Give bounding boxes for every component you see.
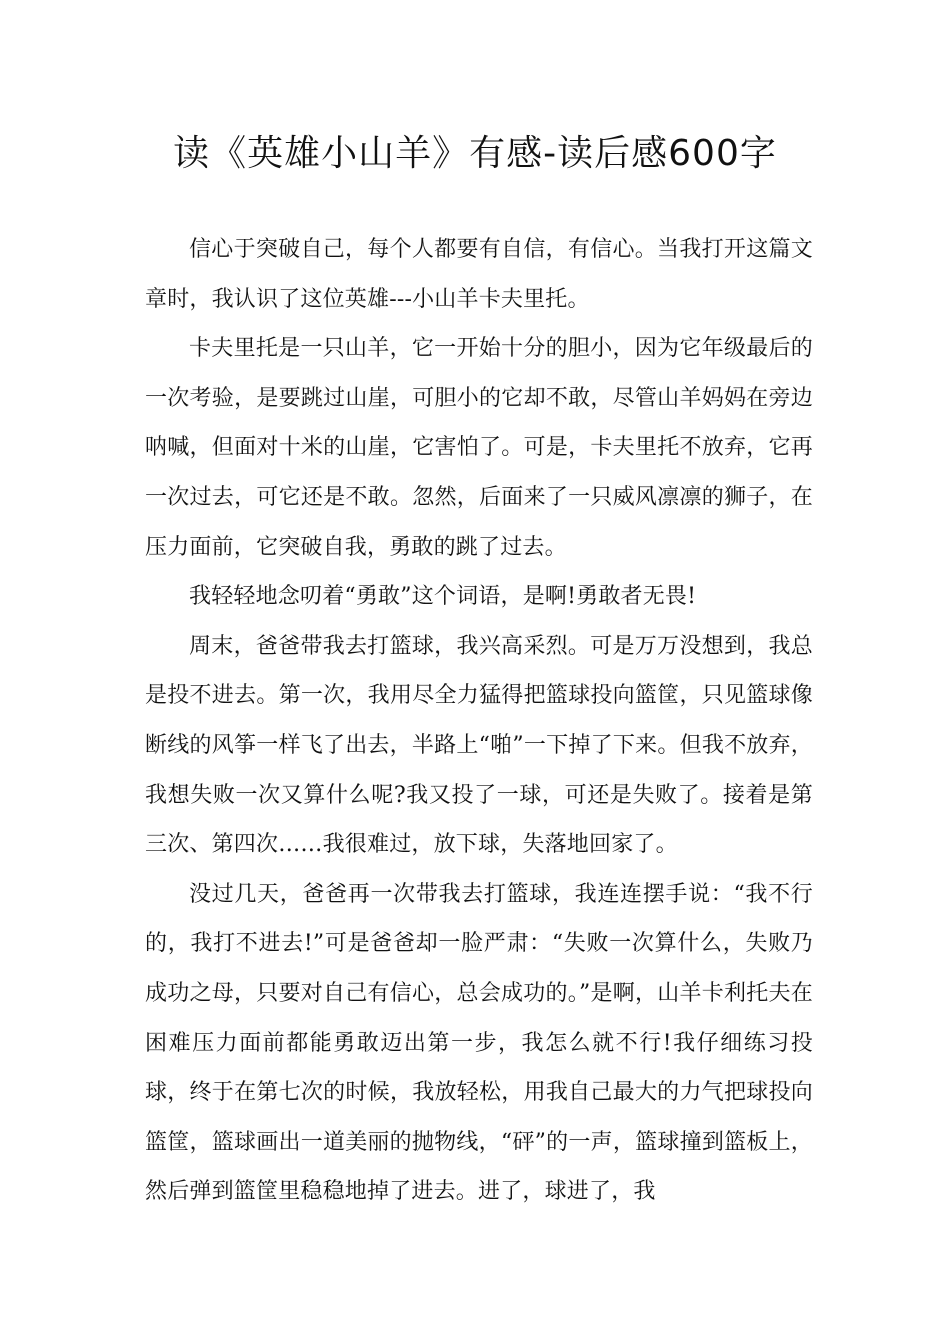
paragraph: 周末，爸爸带我去打篮球，我兴高采烈。可是万万没想到，我总是投不进去。第一次，我用尽全力猛得把篮球投向篮筐，只见篮球像断线的风筝一样飞了出去，半路上“啪”一下掉了下来。但我不放弃，我想失败一次又算什么呢?我又投了一球，可还是失败了。接着是第三次、第四次……我很难过，放下球，失落地回家了。 bbox=[145, 633, 813, 858]
paragraph: 我轻轻地念叨着“勇敢”这个词语，是啊!勇敢者无畏! bbox=[189, 584, 697, 610]
document-title: 读《英雄小山羊》有感-读后感600字 bbox=[173, 133, 777, 174]
document-body bbox=[145, 225, 813, 1217]
paragraph: 信心于突破自己，每个人都要有自信，有信心。当我打开这篇文章时，我认识了这位英雄---小山羊卡夫里托。 bbox=[145, 237, 813, 312]
paragraph: 卡夫里托是一只山羊，它一开始十分的胆小，因为它年级最后的一次考验，是要跳过山崖，可胆小的它却不敢，尽管山羊妈妈在旁边呐喊，但面对十米的山崖，它害怕了。可是，卡夫里托不放弃，它再一次过去，可它还是不敢。忽然，后面来了一只威风凛凛的狮子，在压力面前，它突破自我，勇敢的跳了过去。 bbox=[145, 336, 813, 560]
paragraph: 没过几天，爸爸再一次带我去打篮球，我连连摆手说：“我不行的，我打不进去!”可是爸爸却一脸严肃：“失败一次算什么，失败乃成功之母，只要对自己有信心，总会成功的。”是啊，山羊卡利托夫在困难压力面前都能勇敢迈出第一步，我怎么就不行!我仔细练习投球，终于在第七次的时候，我放轻松，用我自己最大的力气把球投向篮筐，篮球画出一道美丽的抛物线，“砰”的一声，篮球撞到篮板上，然后弹到篮筐里稳稳地掉了进去。进了，球进了，我 bbox=[145, 881, 813, 1205]
